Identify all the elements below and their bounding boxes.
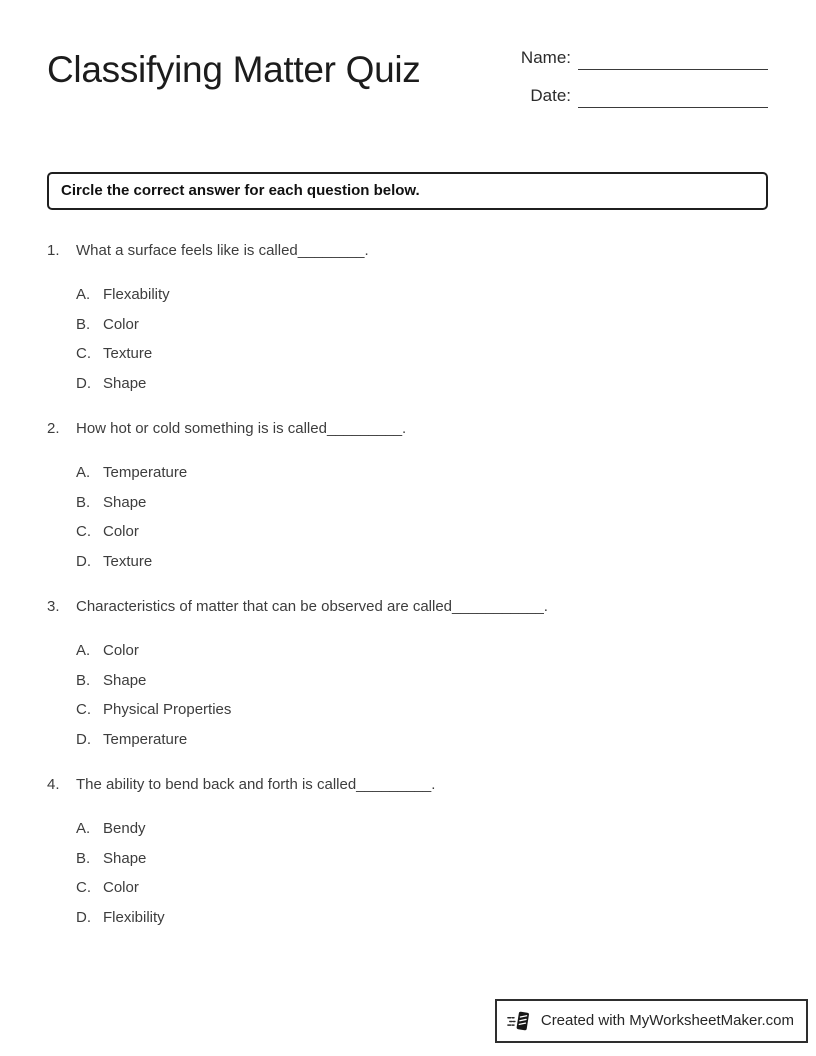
option-item bbox=[76, 547, 768, 577]
name-date-block bbox=[515, 44, 768, 122]
option-item bbox=[76, 488, 768, 518]
date-row bbox=[515, 84, 768, 108]
option-item bbox=[76, 814, 768, 844]
option-item bbox=[76, 339, 768, 369]
option-letter: C. bbox=[76, 701, 91, 718]
option-list bbox=[47, 636, 768, 754]
question-item-3 bbox=[47, 596, 768, 754]
question-list bbox=[47, 240, 768, 932]
option-text: Shape bbox=[103, 849, 147, 867]
option-text: Physical Properties bbox=[103, 701, 232, 718]
name-blank-line bbox=[578, 46, 768, 70]
flying-worksheet-icon bbox=[507, 1008, 533, 1034]
option-letter: C. bbox=[76, 345, 91, 362]
option-text: Temperature bbox=[103, 730, 188, 748]
page-title: Classifying Matter Quiz bbox=[47, 49, 421, 90]
option-letter: B. bbox=[76, 315, 91, 333]
question-line bbox=[47, 240, 768, 261]
option-list bbox=[47, 458, 768, 576]
question-item-1 bbox=[47, 240, 768, 398]
name-row bbox=[515, 46, 768, 70]
question-line bbox=[47, 596, 768, 617]
option-text: Color bbox=[103, 315, 139, 333]
question-line bbox=[47, 774, 768, 795]
option-text: Flexability bbox=[103, 286, 170, 303]
date-label: Date: bbox=[530, 86, 571, 105]
option-text: Texture bbox=[103, 345, 153, 362]
header bbox=[47, 44, 768, 122]
option-text: Color bbox=[103, 523, 139, 540]
option-text: Color bbox=[103, 642, 139, 659]
instruction-box bbox=[47, 172, 768, 210]
option-letter: A. bbox=[76, 286, 91, 303]
question-text: The ability to bend back and forth is called_________. bbox=[76, 776, 436, 793]
footer-credit bbox=[495, 999, 808, 1043]
option-item bbox=[76, 903, 768, 933]
option-list bbox=[47, 280, 768, 398]
option-letter: A. bbox=[76, 464, 91, 481]
question-text: Characteristics of matter that can be observed are called___________. bbox=[76, 598, 548, 615]
instruction-text: Circle the correct answer for each question below. bbox=[61, 182, 420, 199]
question-item-2 bbox=[47, 418, 768, 576]
question-line bbox=[47, 418, 768, 439]
option-item bbox=[76, 695, 768, 725]
option-item bbox=[76, 844, 768, 874]
option-letter: A. bbox=[76, 820, 91, 837]
option-letter: B. bbox=[76, 671, 91, 689]
date-blank-line bbox=[578, 84, 768, 108]
option-text: Color bbox=[103, 879, 139, 896]
option-item bbox=[76, 517, 768, 547]
option-letter: A. bbox=[76, 642, 91, 659]
question-number: 2. bbox=[47, 420, 60, 437]
footer-credit-text: Created with MyWorksheetMaker.com bbox=[540, 1012, 794, 1029]
option-list bbox=[47, 814, 768, 932]
option-item bbox=[76, 369, 768, 399]
option-text: Bendy bbox=[103, 820, 146, 837]
option-item bbox=[76, 873, 768, 903]
option-item bbox=[76, 636, 768, 666]
question-text: How hot or cold something is is called_________. bbox=[76, 420, 407, 437]
option-letter: D. bbox=[76, 908, 91, 926]
option-text: Shape bbox=[103, 671, 147, 689]
option-letter: B. bbox=[76, 493, 91, 511]
option-text: Flexibility bbox=[103, 908, 165, 926]
option-item bbox=[76, 280, 768, 310]
option-text: Shape bbox=[103, 493, 147, 511]
question-number: 4. bbox=[47, 776, 60, 793]
option-letter: D. bbox=[76, 374, 91, 392]
question-text: What a surface feels like is called________. bbox=[76, 242, 369, 259]
option-item bbox=[76, 458, 768, 488]
option-text: Temperature bbox=[103, 464, 188, 481]
option-letter: B. bbox=[76, 849, 91, 867]
option-letter: D. bbox=[76, 730, 91, 748]
option-text: Shape bbox=[103, 374, 147, 392]
option-letter: D. bbox=[76, 552, 91, 570]
option-letter: C. bbox=[76, 523, 91, 540]
question-item-4 bbox=[47, 774, 768, 932]
option-letter: C. bbox=[76, 879, 91, 896]
option-item bbox=[76, 666, 768, 696]
question-number: 3. bbox=[47, 598, 60, 615]
name-label: Name: bbox=[520, 48, 571, 67]
option-item bbox=[76, 310, 768, 340]
option-text: Texture bbox=[103, 552, 153, 570]
option-item bbox=[76, 725, 768, 755]
question-number: 1. bbox=[47, 242, 60, 259]
